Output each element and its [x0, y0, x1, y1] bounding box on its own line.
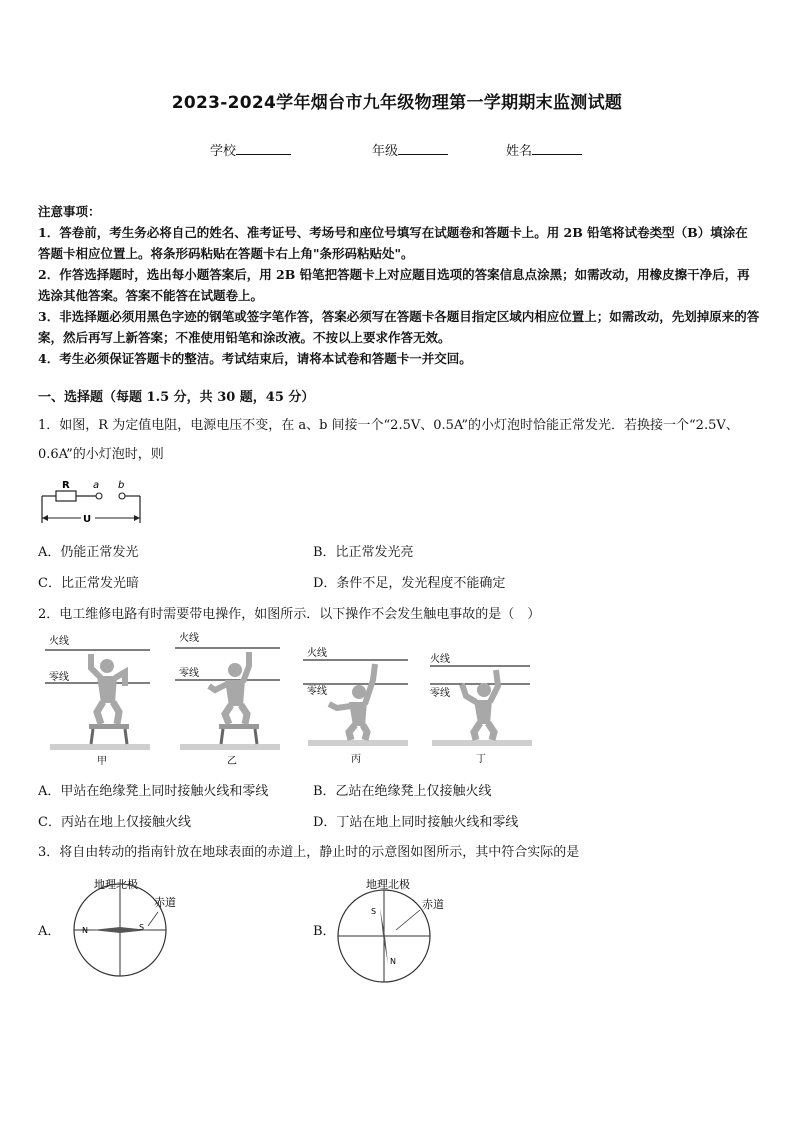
svg-text:零线: 零线 — [49, 672, 69, 683]
svg-text:零线: 零线 — [179, 668, 199, 679]
section-title: 一、选择题（每题 1.5 分，共 30 题，45 分） — [38, 390, 315, 405]
q1-option-a[interactable]: A．仍能正常发光 — [38, 545, 139, 560]
q3-option-b[interactable]: B． — [313, 924, 336, 939]
figure-bing — [303, 646, 408, 765]
q2-stem: 2．电工维修电路有时需要带电操作，如图所示．以下操作不会发生触电事故的是（ ） — [38, 607, 541, 622]
svg-text:N: N — [82, 926, 88, 935]
name-field[interactable]: 姓名 — [506, 140, 582, 159]
q2-option-c[interactable]: C．丙站在地上仅接触火线 — [38, 815, 191, 830]
q1-option-c[interactable]: C．比正常发光暗 — [38, 576, 139, 591]
notice-block — [38, 201, 760, 369]
q2-option-b[interactable]: B．乙站在绝缘凳上仅接触火线 — [313, 784, 492, 799]
q1-stem: 1．如图，R 为定值电阻，电源电压不变，在 a、b 间接一个“2.5V、0.5A”的小灯泡时恰能正常发光．若换接一个“2.5V、0.6A”的小灯泡时，则 — [38, 418, 739, 462]
resistor-icon — [56, 491, 76, 501]
svg-text:火线: 火线 — [307, 648, 327, 659]
figure-yi — [175, 631, 280, 767]
q3-stem: 3．将自由转动的指南针放在地球表面的赤道上，静止时的示意图如图所示，其中符合实际的是 — [38, 845, 580, 860]
svg-text:乙: 乙 — [227, 756, 237, 767]
svg-text:甲: 甲 — [97, 756, 107, 767]
notice-item-2: 2．作答选择题时，选出每小题答案后，用 2B 铅笔把答题卡上对应题目选项的答案信息点涂黑；如需改动，用橡皮擦干净后，再选涂其他答案。答案不能答在试题卷上。 — [38, 267, 750, 303]
label-b: b — [118, 480, 125, 491]
svg-text:地理北极: 地理北极 — [366, 878, 410, 891]
terminal-b-icon — [119, 493, 125, 499]
svg-text:丙: 丙 — [351, 754, 361, 765]
q3-compass-b-figure — [336, 874, 486, 984]
svg-text:丁: 丁 — [476, 754, 486, 765]
svg-text:零线: 零线 — [307, 686, 327, 697]
figure-jia — [45, 634, 150, 767]
q3-compass-a-figure — [64, 872, 214, 980]
q2-option-d[interactable]: D．丁站在地上同时接触火线和零线 — [313, 815, 519, 830]
svg-text:火线: 火线 — [49, 636, 69, 647]
terminal-a-icon — [96, 493, 102, 499]
notice-item-4: 4．考生必须保证答题卡的整洁。考试结束后，请将本试卷和答题卡一并交回。 — [38, 351, 472, 366]
svg-text:赤道: 赤道 — [422, 898, 444, 911]
label-r: R — [62, 480, 70, 491]
svg-text:火线: 火线 — [179, 633, 199, 644]
svg-text:S: S — [371, 907, 377, 916]
q1-circuit-figure — [38, 478, 148, 528]
q3-option-a[interactable]: A． — [38, 924, 61, 939]
page-title: 2023-2024学年烟台市九年级物理第一学期期末监测试题 — [171, 93, 623, 113]
svg-text:地理北极: 地理北极 — [94, 878, 138, 891]
figure-ding — [430, 652, 532, 765]
label-u: U — [83, 514, 92, 525]
svg-text:零线: 零线 — [430, 688, 450, 699]
svg-text:火线: 火线 — [430, 654, 450, 665]
svg-text:N: N — [390, 957, 396, 966]
notice-item-1: 1．答卷前，考生务必将自己的姓名、准考证号、考场号和座位号填写在试题卷和答题卡上。用 2B 铅笔将试卷类型（B）填涂在答题卡相应位置上。将条形码粘贴在答题卡右上角"条形码粘贴处"。 — [38, 225, 748, 261]
school-field[interactable]: 学校 — [210, 140, 291, 159]
q1-option-b[interactable]: B．比正常发光亮 — [313, 545, 414, 560]
grade-field[interactable]: 年级 — [372, 140, 448, 159]
q2-option-a[interactable]: A．甲站在绝缘凳上同时接触火线和零线 — [38, 784, 269, 799]
svg-text:赤道: 赤道 — [154, 896, 176, 909]
label-a: a — [93, 480, 100, 491]
svg-text:S: S — [139, 923, 145, 932]
notice-heading: 注意事项： — [38, 204, 101, 219]
q1-option-d[interactable]: D．条件不足，发光程度不能确定 — [313, 576, 506, 591]
notice-item-3: 3．非选择题必须用黑色字迹的钢笔或签字笔作答，答案必须写在答题卡各题目指定区域内相应位置上；如需改动，先划掉原来的答案，然后再写上新答案；不准使用铅笔和涂改液。不按以上要求作答无效。 — [38, 309, 760, 345]
q2-electrician-figure — [45, 628, 535, 768]
